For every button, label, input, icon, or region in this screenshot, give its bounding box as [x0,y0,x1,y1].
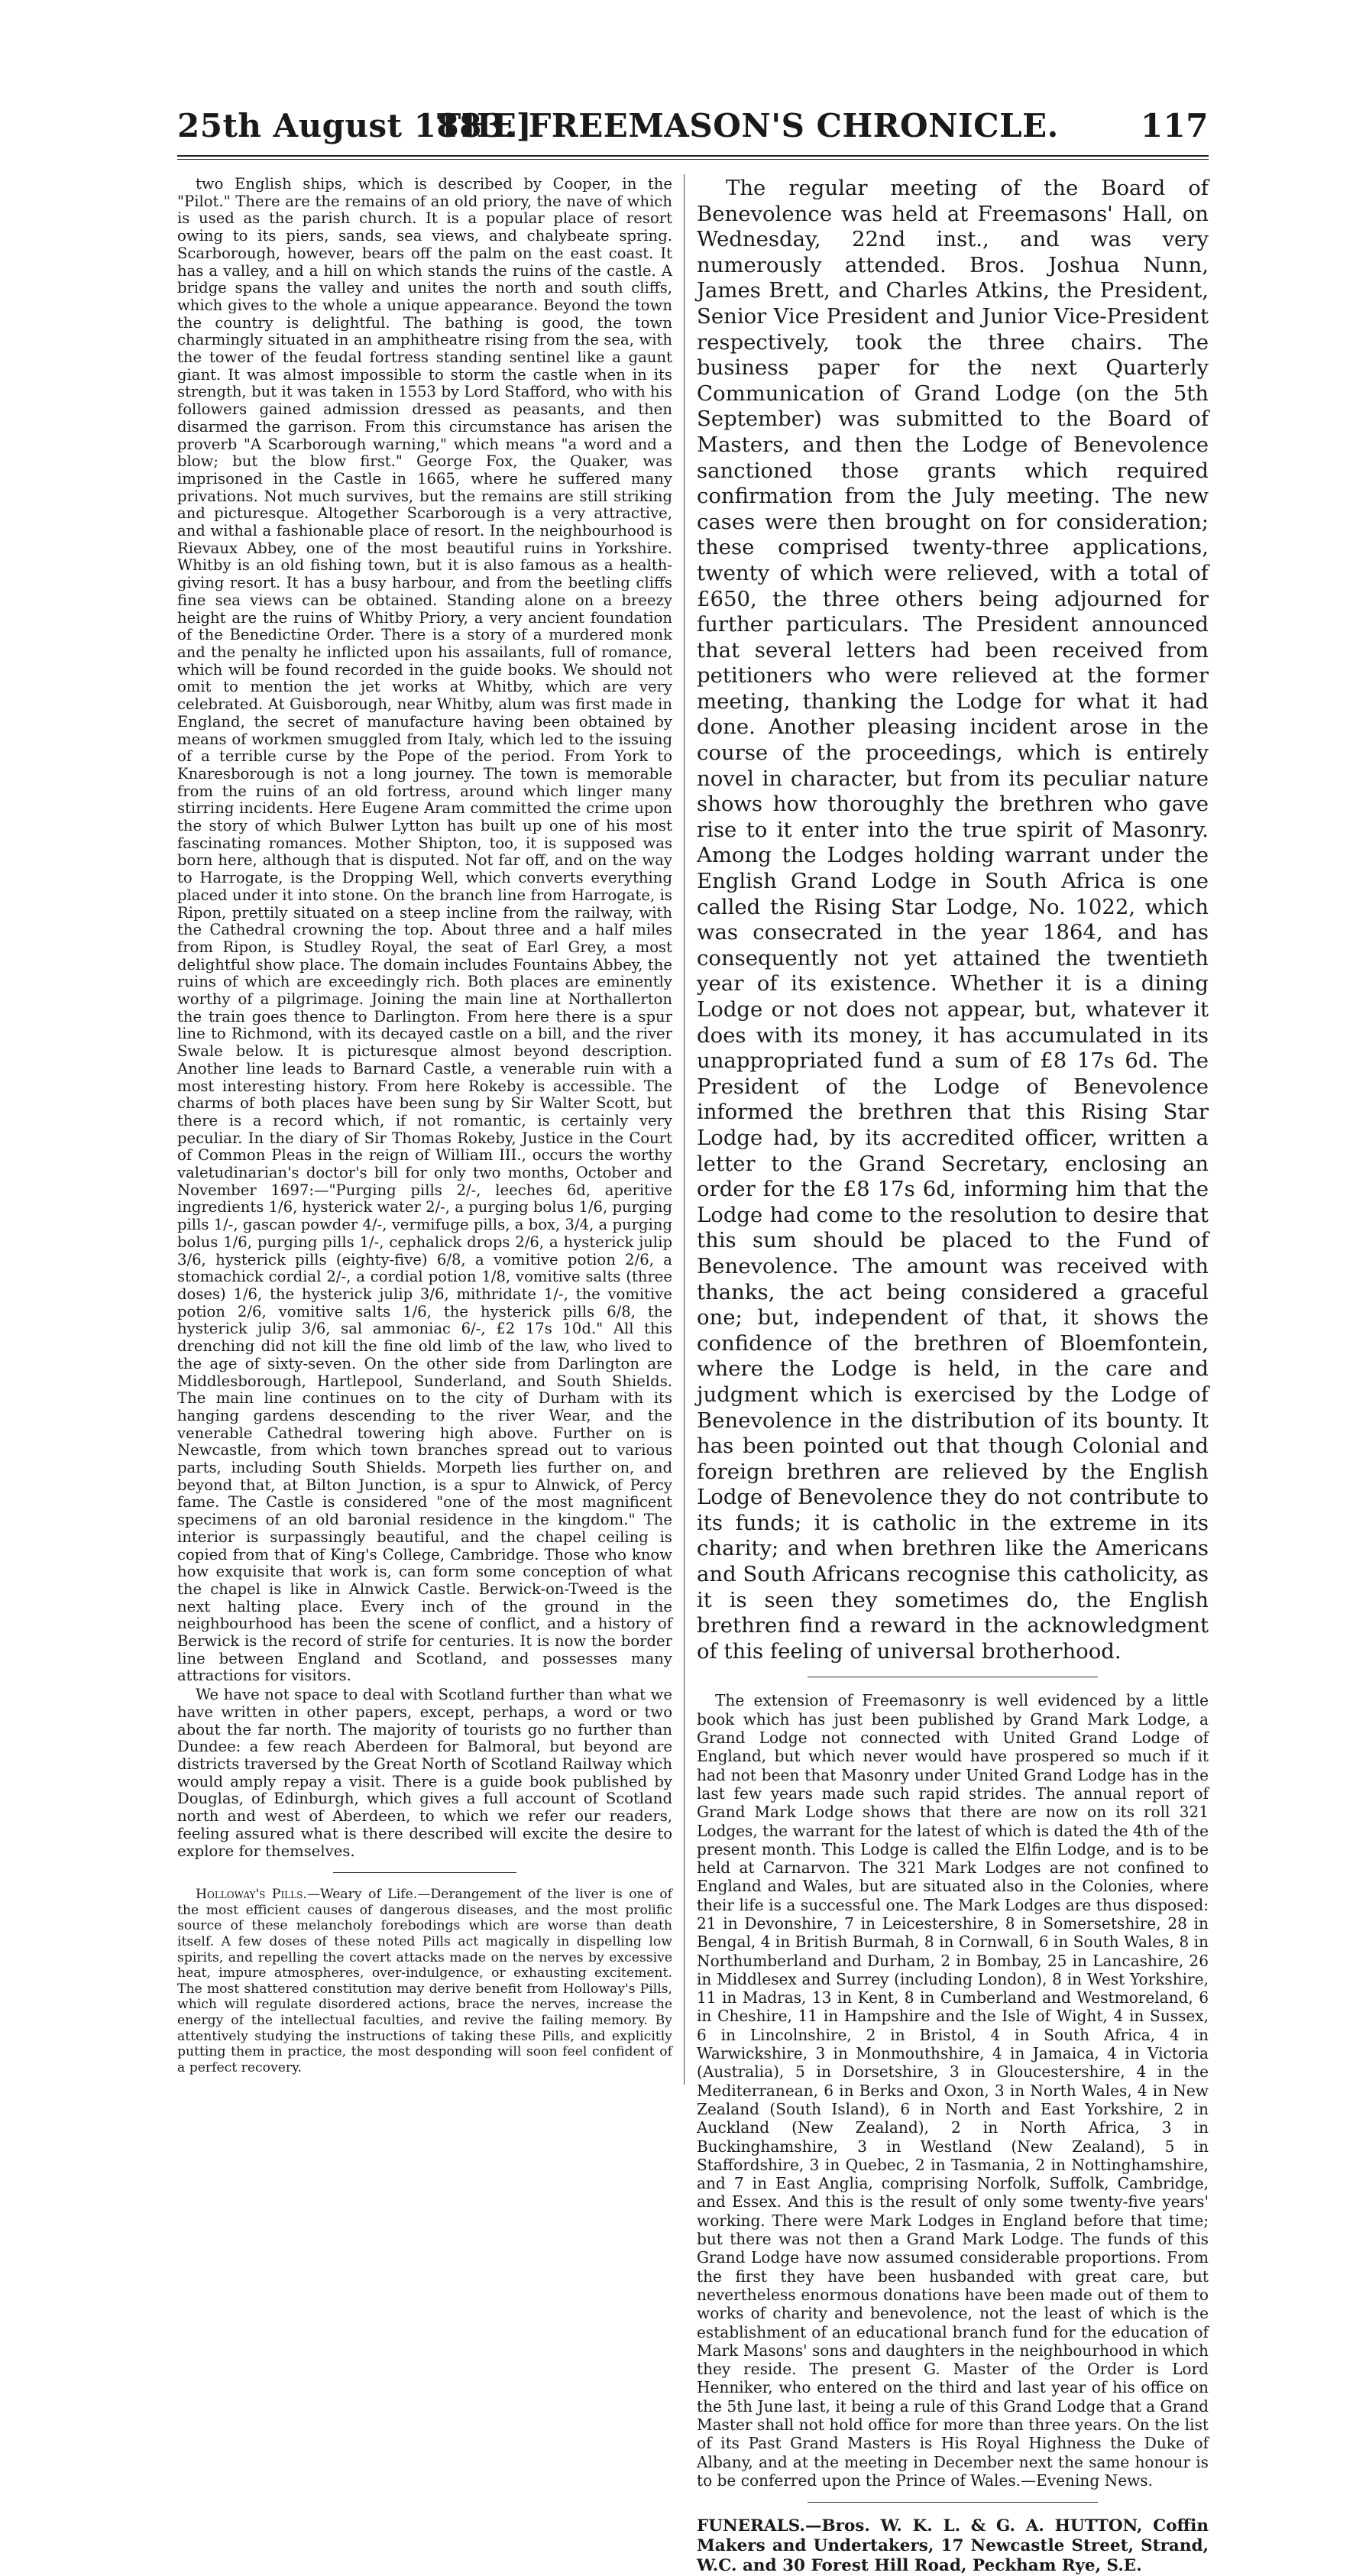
grand-mark-lodge-article [697,1691,1209,2490]
section-rule [808,2502,1098,2503]
notice-text: —Weary of Life.—Derangement of the liver is one of the most efficient causes of dangerous diseases, and the most prolific source of these melancholy forebodings which are worse than death itself. A few doses of these noted Pills act magically in dispelling low spirits, and repelling the covert attacks made on the nerves by excessive heat, impure atmospheres, over-indulgence, or exhausting excitement. The most shattered constitution may derive benefit from Holloway's Pills, which will regulate disordered actions, brace the nerves, increase the energy of the intellectual faculties, and revive the failing memory. By attentively studying the instructions of taking these Pills, and explicitly putting them in practice, the most desponding will soon feel confident of a perfect recovery. [177,1887,672,2075]
travel-article-paragraph: two English ships, which is described by Cooper, in the "Pilot." There are the remains of an old priory, the nave of which is used as the parish church. It is a popular place of resort owing to its piers, sands, sea views, and chalybeate spring. Scarborough, however, bears off the palm on the east coast. It has a valley, and a hill on which stands the ruins of the castle. A bridge spans the valley and unites the north and south cliffs, which gives to the whole a unique appearance. Beyond the town the country is delightful. The bathing is good, the town charmingly situated in an amphitheatre rising from the sea, with the tower of the feudal fortress standing sentinel like a gaunt giant. It was almost impossible to storm the castle when in its strength, but it was taken in 1553 by Lord Stafford, who with his followers gained admission dressed as peasants, and then disarmed the garrison. From this circumstance has arisen the proverb "A Scarborough warning," which means "a word and a blow; but the blow first." George Fox, the Quaker, was imprisoned in the Castle in 1665, where he suffered many privations. Not much survives, but the remains are still striking and picturesque. Altogether Scarborough is a very attractive, and withal a fashionable place of resort. In the neighbourhood is Rievaux Abbey, one of the most beautiful ruins in Yorkshire. Whitby is an old fishing town, but it is also famous as a health-giving resort. It has a busy harbour, and from the beetling cliffs fine sea views can be obtained. Standing alone on a breezy height are the ruins of Whitby Priory, a very ancient foundation of the Benedictine Order. There is a story of a murdered monk and the penalty he inflicted upon his assailants, full of romance, which will be found recorded in the guide books. We should not omit to mention the jet works at Whitby, which are very celebrated. At Guisborough, near Whitby, alum was first made in England, the secret of manufacture having been obtained by means of workmen smuggled from Italy, which led to the issuing of a terrible curse by the Pope of the period. From York to Knaresborough is not a long journey. The town is memorable from the ruins of an old fortress, around which linger many stirring incidents. Here Eugene Aram committed the crime upon the story of which Bulwer Lytton has built up one of his most fascinating romances. Mother Shipton, too, it is supposed was born here, although that is disputed. Not far off, and on the way to Harrogate, is the Dropping Well, which converts everything placed under it into stone. On the branch line from Harrogate, is Ripon, prettily situated on a steep incline from the railway, with the Cathedral crowning the top. About three and a half miles from Ripon, is Studley Royal, the seat of Earl Grey, a most delightful show place. The domain includes Fountains Abbey, the ruins of which are exceedingly rich. Both places are eminently worthy of a pilgrimage. Joining the main line at Northallerton the train goes thence to Darlington. From here there is a spur line to Richmond, with its decayed castle on a bill, and the river Swale below. It is picturesque almost beyond description. Another line leads to Barnard Castle, a venerable ruin with a most interesting history. From here Rokeby is accessible. The charms of both places have been sung by Sir Walter Scott, but there is a record which, if not romantic, is certainly very peculiar. In the diary of Sir Thomas Rokeby, Justice in the Court of Common Pleas in the reign of William III., occurs the worthy valetudinarian's doctor's bill for only two months, October and November 1697:—"Purging pills 2/-, leeches 6d, aperitive ingredients 1/6, hysterick water 2/-, a purging bolus 1/6, purging pills 1/-, gascan powder 4/-, vermifuge pills, a box, 3/4, a purging bolus 1/6, purging pills 1/-, cephalick drops 2/6, a hysterick julip 3/6, hysterick pills (eighty-five) 6/8, a vomitive potion 2/6, a stomachick cordial 2/-, a cordial potion 1/8, vomitive salts (three doses) 1/6, the hysterick julip 3/6, mithridate 1/-, the vomitive potion 2/6, vomitive salts 1/6, the hysterick pills 6/8, the hysterick julip 3/6, sal ammoniac 6/-, £2 17s 10d." All this drenching did not kill the fine old limb of the law, who lived to the age of sixty-seven. On the other side from Darlington are Middlesborough, Hartlepool, Sunderland, and South Shields. The main line continues on to the city of Durham with its hanging gardens descending to the river Wear, and the venerable Cathedral towering high above. Further on is Newcastle, from which town branches spread out to various parts, including South Shields. Morpeth lies further on, and beyond that, at Bilton Junction, is a spur to Alnwick, of Percy fame. The Castle is considered "one of the most magnificent specimens of an old baronial residence in the kingdom." The interior is surpassingly beautiful, and the chapel ceiling is copied from that of King's College, Cambridge. Those who know how exquisite that work is, can form some conception of what the chapel is like in Alnwick Castle. Berwick-on-Tweed is the next halting place. Every inch of the ground in the neighbourhood has been the scene of conflict, and a history of Berwick is the record of strife for centuries. It is now the border line between England and Scotland, and possesses many attractions for visitors. [177,175,672,1685]
board-of-benevolence-article [697,176,1209,1664]
publication-title: THE FREEMASON'S CHRONICLE. [437,107,1059,144]
travel-article-paragraph: We have not space to deal with Scotland further than what we have written in other papers, except, perhaps, a word or two about the far north. The majority of tourists go no further than Dundee: a few reach Aberdeen for Balmoral, but beyond are districts traversed by the Great North of Scotland Railway which would amply repay a visit. There is a guide book published by Douglas, of Edinburgh, which gives a full account of Scotland north and west of Aberdeen, to which we refer our readers, feeling assured what is there described will excite the desire to explore for themselves. [177,1686,672,1860]
funerals-advertisement [697,2516,1209,2576]
column-divider [684,174,685,2085]
masthead-rule [177,155,1209,157]
section-rule [333,1872,516,1873]
masthead [177,107,1209,150]
masthead-rule-thin [177,159,1209,160]
lead-article-text: The regular meeting of the Board of Benevolence was held at Freemasons' Hall, on Wednesday, 22nd inst., and was very numerously attended. Bros. Joshua Nunn, James Brett, and Charles Atkins, the President, Senior Vice President and Junior Vice-President respectively, took the three chairs. The business paper for the next Quarterly Communication of Grand Lodge (on the 5th September) was submitted to the Board of Masters, and then the Lodge of Benevolence sanctioned those grants which required confirmation from the July meeting. The new cases were then brought on for consideration; these comprised twenty-three applications, twenty of which were relieved, with a total of £650, the three others being adjourned for further particulars. The President announced that several letters had been received from petitioners who were relieved at the former meeting, thanking the Lodge for what it had done. Another pleasing incident arose in the course of the proceedings, which is entirely novel in character, but from its peculiar nature shows how thoroughly the brethren who gave rise to it enter into the true spirit of Masonry. Among the Lodges holding warrant under the English Grand Lodge in South Africa is one called the Rising Star Lodge, No. 1022, which was consecrated in the year 1864, and has consequently not yet attained the twentieth year of its existence. Whether it is a dining Lodge or not does not appear, but, whatever it does with its money, it has accumulated in its unappropriated fund a sum of £8 17s 6d. The President of the Lodge of Benevolence informed the brethren that this Rising Star Lodge had, by its accredited officer, written a letter to the Grand Secretary, enclosing an order for the £8 17s 6d, informing him that the Lodge had come to the resolution to desire that this sum should be placed to the Fund of Benevolence. The amount was received with thanks, the act being considered a graceful one; but, independent of that, it shows the confidence of the brethren of Bloemfontein, where the Lodge is held, in the care and judgment which is exercised by the Lodge of Benevolence in the distribution of its bounty. It has been pointed out that though Colonial and foreign brethren are relieved by the English Lodge of Benevolence they do not contribute to its funds; it is catholic in the extreme in its charity; and when brethren like the Americans and South Africans recognise this catholicity, as it is seen they sometimes do, the English brethren find a reward in the acknowledgment of this feeling of universal brotherhood. [697,176,1209,1664]
notice-title: Holloway's Pills. [196,1887,307,1903]
funerals-text: FUNERALS.—Bros. W. K. L. & G. A. HUTTON, Coffin Makers and Undertakers, 17 Newcastle Street, Strand, W.C. and 30 Forest Hill Road, Peckham Rye, S.E. [697,2516,1209,2576]
issue-date: 25th August 1883.] [177,107,532,144]
mark-article-text: The extension of Freemasonry is well evidenced by a little book which has just been published by Grand Mark Lodge, a Grand Lodge not connected with United Grand Lodge of England, but which never would have prospered so much if it had not been that Masonry under United Grand Lodge has in the last few years made such rapid strides. The annual report of Grand Mark Lodge shows that there are now on its roll 321 Lodges, the warrant for the latest of which is dated the 4th of the present month. This Lodge is called the Elfin Lodge, and is to be held at Carnarvon. The 321 Mark Lodges are not confined to England and Wales, but are situated also in the Colonies, where their life is a successful one. The Mark Lodges are thus disposed: 21 in Devonshire, 7 in Leicestershire, 8 in Somersetshire, 28 in Bengal, 4 in British Burmah, 8 in Cornwall, 6 in South Wales, 8 in Northumberland and Durham, 2 in Bombay, 25 in Lancashire, 26 in Middlesex and Surrey (including London), 8 in West Yorkshire, 11 in Madras, 13 in Kent, 8 in Cumberland and Westmoreland, 6 in Cheshire, 11 in Hampshire and the Isle of Wight, 4 in Sussex, 6 in Lincolnshire, 2 in Bristol, 4 in South Africa, 4 in Warwickshire, 3 in Monmouthshire, 4 in Jamaica, 4 in Victoria (Australia), 5 in Dorsetshire, 3 in Gloucestershire, 4 in the Mediterranean, 6 in Berks and Oxon, 3 in North Wales, 4 in New Zealand (South Island), 6 in North and East Yorkshire, 2 in Auckland (New Zealand), 2 in North Africa, 3 in Buckinghamshire, 3 in Westland (New Zealand), 5 in Staffordshire, 3 in Quebec, 2 in Tasmania, 2 in Nottinghamshire, and 7 in East Anglia, comprising Norfolk, Suffolk, Cambridge, and Essex. And this is the result of only some twenty-five years' working. There were Mark Lodges in England before that time; but there was not then a Grand Mark Lodge. The funds of this Grand Lodge have now assumed considerable proportions. From the first they have been husbanded with great care, but nevertheless enormous donations have been made out of them to works of charity and benevolence, not the least of which is the establishment of an educational branch fund for the education of Mark Masons' sons and daughters in the neighbourhood in which they reside. The present G. Master of the Order is Lord Henniker, who entered on the third and last year of his office on the 5th June last, it being a rule of this Grand Lodge that a Grand Master shall not hold office for more than three years. On the list of its Past Grand Masters is His Royal Highness the Duke of Albany, and at the meeting in December next the same honour is to be conferred upon the Prince of Wales.—Evening News. [697,1691,1209,2490]
holloway-pills-notice [177,1887,672,2075]
left-column [177,176,672,2075]
right-column [697,176,1209,2576]
page-number: 117 [1140,107,1209,144]
